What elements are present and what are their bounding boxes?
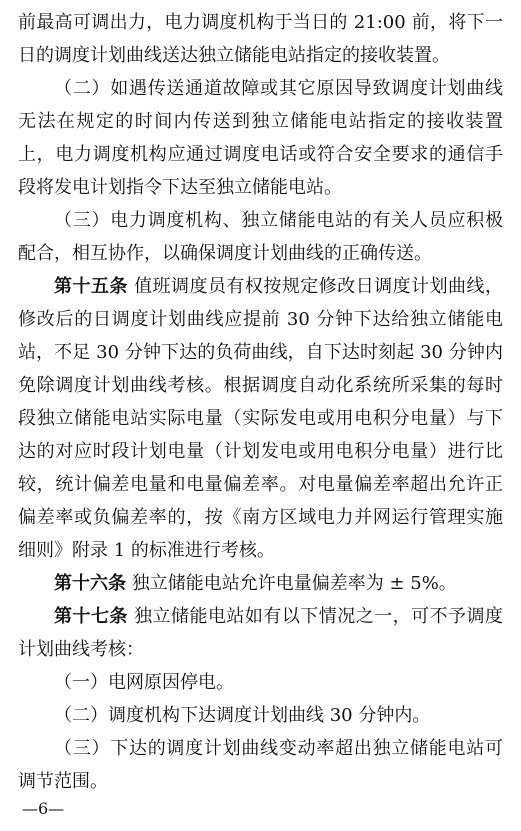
paragraph-text: （一）电网原因停电。 xyxy=(54,672,234,693)
paragraph-text: （三）电力调度机构、独立储能电站的有关人员应积极配合，相互协作，以确保调度计划曲线的正确传送。 xyxy=(18,210,503,264)
article-number: 第十五条 xyxy=(54,276,128,297)
list-item-3 xyxy=(18,732,503,798)
article-text: 独立储能电站允许电量偏差率为 ± 5%。 xyxy=(126,573,457,594)
list-item-2 xyxy=(18,699,503,732)
article-text: 独立储能电站如有以下情况之一，可不予调度计划曲线考核： xyxy=(18,606,503,660)
page-number: —6— xyxy=(22,799,65,818)
paragraph-continuation xyxy=(18,6,503,72)
article-text: 值班调度员有权按规定修改日调度计划曲线，修改后的日调度计划曲线应提前 30 分钟下达给独立储能电站，不足 30 分钟下达的负荷曲线，自下达时刻起 30 分钟内免除调度计划曲线考核。根据调度自动化系统所采集的每时段独立储能电站实际电量（实际发电或用电积分电量）与下达的对应时段计划电量（计划发电或用电积分电量）进行比较，统计偏差电量和电量偏差率。对电量偏差率超出允许正偏差率或负偏差率的，按《南方区域电力并网运行管理实施细则》附录 1 的标准进行考核。 xyxy=(18,276,503,561)
paragraph-text: 前最高可调出力，电力调度机构于当日的 21:00 前，将下一日的调度计划曲线送达独立储能电站指定的接收装置。 xyxy=(18,12,503,66)
article-number: 第十七条 xyxy=(54,606,128,627)
paragraph-item-2 xyxy=(18,72,503,204)
article-number: 第十六条 xyxy=(54,573,126,594)
article-17 xyxy=(18,600,503,666)
paragraph-item-3 xyxy=(18,204,503,270)
paragraph-text: （二）如遇传送通道故障或其它原因导致调度计划曲线无法在规定的时间内传送到独立储能电站指定的接收装置上，电力调度机构应通过调度电话或符合安全要求的通信手段将发电计划指令下达至独立储能电站。 xyxy=(18,78,503,198)
article-16 xyxy=(18,567,503,600)
article-15 xyxy=(18,270,503,567)
document-body xyxy=(18,6,503,798)
list-item-1 xyxy=(18,666,503,699)
paragraph-text: （二）调度机构下达调度计划曲线 30 分钟内。 xyxy=(54,705,431,726)
paragraph-text: （三）下达的调度计划曲线变动率超出独立储能电站可调节范围。 xyxy=(18,738,503,792)
